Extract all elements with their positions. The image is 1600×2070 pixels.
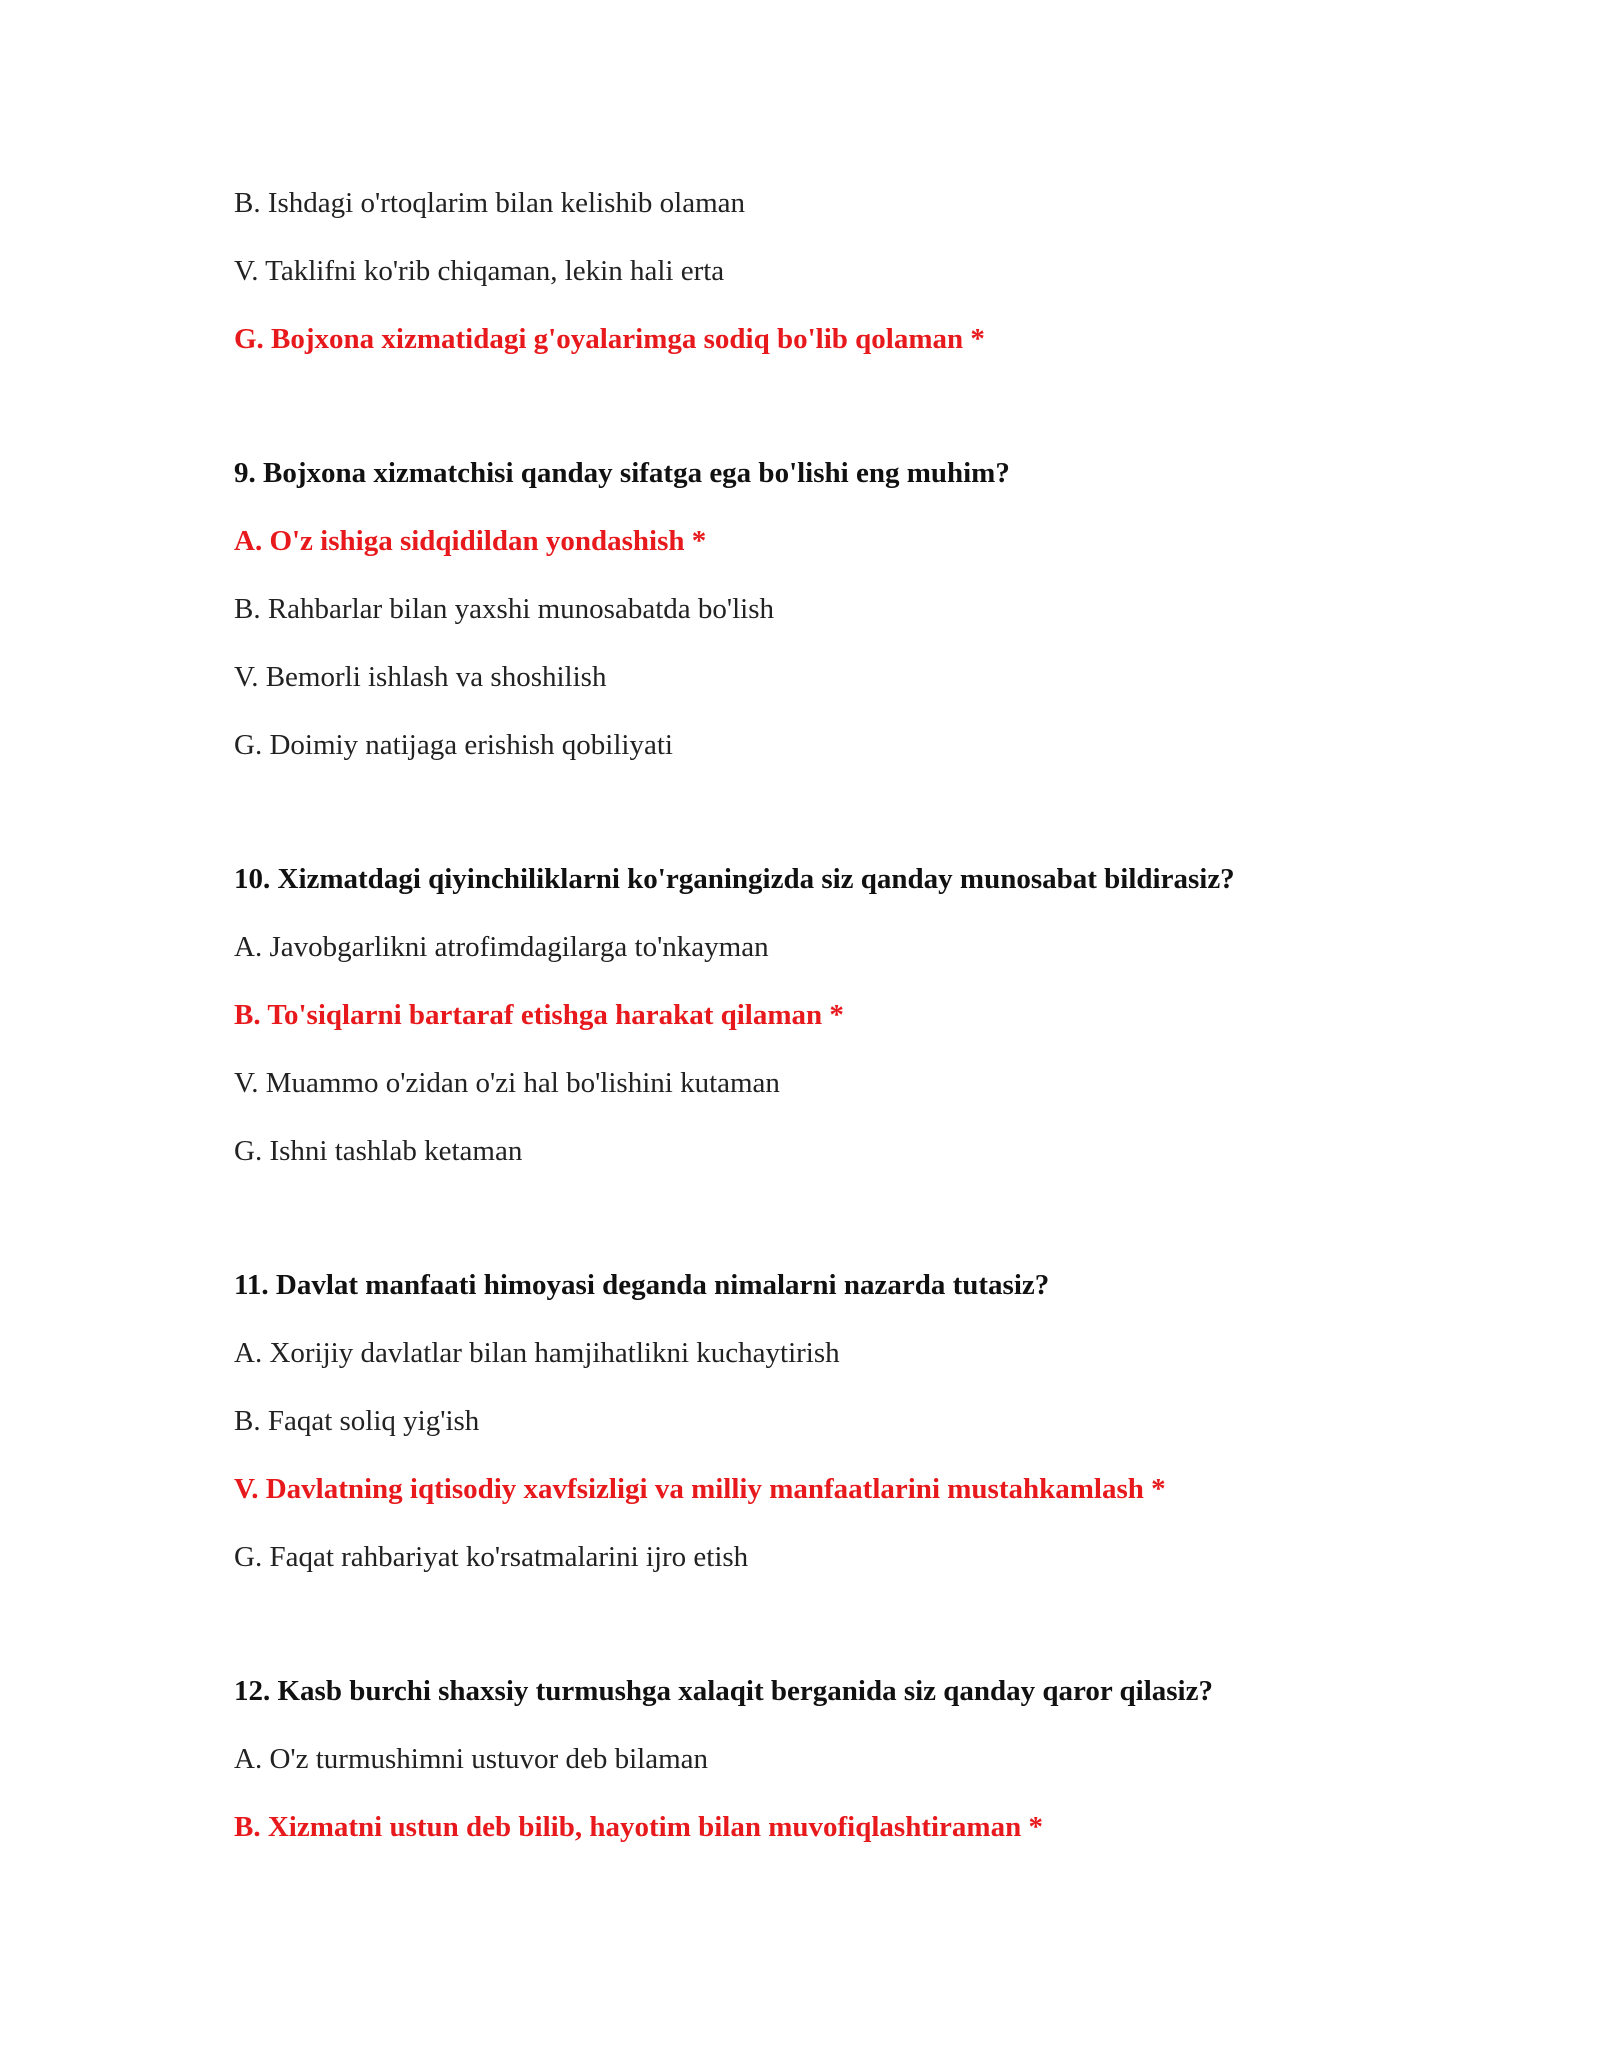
option-prev-g-correct: G. Bojxona xizmatidagi g'oyalarimga sodiq bo'lib qolaman *: [234, 323, 985, 355]
question-10-option-g: G. Ishni tashlab ketaman: [234, 1135, 523, 1167]
question-11-option-b: B. Faqat soliq yig'ish: [234, 1405, 480, 1437]
question-10-option-v: V. Muammo o'zidan o'zi hal bo'lishini kutaman: [234, 1067, 780, 1099]
question-9-title: 9. Bojxona xizmatchisi qanday sifatga ega bo'lishi eng muhim?: [234, 457, 1010, 489]
question-10-option-a: A. Javobgarlikni atrofimdagilarga to'nkayman: [234, 931, 769, 963]
spacer: [234, 1202, 1434, 1268]
question-11-option-v-correct: V. Davlatning iqtisodiy xavfsizligi va milliy manfaatlarini mustahkamlash *: [234, 1473, 1166, 1505]
spacer: [234, 390, 1434, 456]
question-11-option-a: A. Xorijiy davlatlar bilan hamjihatlikni kuchaytirish: [234, 1337, 840, 1369]
question-12-title: 12. Kasb burchi shaxsiy turmushga xalaqit berganida siz qanday qaror qilasiz?: [234, 1675, 1213, 1707]
quiz-content: [234, 186, 1434, 1878]
question-9-option-g: G. Doimiy natijaga erishish qobiliyati: [234, 729, 673, 761]
question-12-option-a: A. O'z turmushimni ustuvor deb bilaman: [234, 1743, 708, 1775]
question-12-option-b-correct: B. Xizmatni ustun deb bilib, hayotim bilan muvofiqlashtiraman *: [234, 1811, 1043, 1843]
spacer: [234, 1608, 1434, 1674]
spacer: [234, 796, 1434, 862]
question-9-option-a-correct: A. O'z ishiga sidqidildan yondashish *: [234, 525, 707, 557]
option-prev-v: V. Taklifni ko'rib chiqaman, lekin hali erta: [234, 255, 725, 287]
question-9-option-b: B. Rahbarlar bilan yaxshi munosabatda bo'lish: [234, 593, 775, 625]
question-9-option-v: V. Bemorli ishlash va shoshilish: [234, 661, 607, 693]
question-10-title: 10. Xizmatdagi qiyinchiliklarni ko'rganingizda siz qanday munosabat bildirasiz?: [234, 863, 1235, 895]
question-11-title: 11. Davlat manfaati himoyasi deganda nimalarni nazarda tutasiz?: [234, 1269, 1050, 1301]
question-11-option-g: G. Faqat rahbariyat ko'rsatmalarini ijro etish: [234, 1541, 749, 1573]
option-prev-b: B. Ishdagi o'rtoqlarim bilan kelishib olaman: [234, 187, 746, 219]
question-10-option-b-correct: B. To'siqlarni bartaraf etishga harakat qilaman *: [234, 999, 844, 1031]
